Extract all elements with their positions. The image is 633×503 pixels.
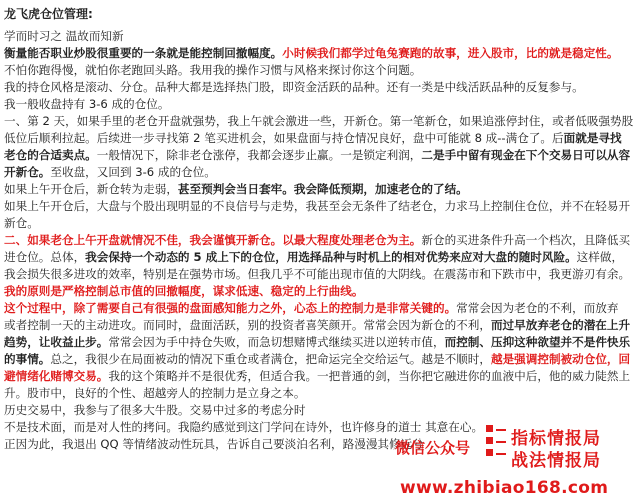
text-segment: 的事情。 <box>4 352 51 366</box>
text-segment: 开新仓。 <box>4 165 51 179</box>
document-line <box>4 96 604 113</box>
text-segment: 我的原则是严格控制总市值的回撤幅度，谋求低速、稳定的上行曲线。 <box>4 284 364 298</box>
text-segment: 避情绪化赌博交易。 <box>4 369 109 383</box>
text-segment: 我会保持一个动态的 5 成上下的仓位，用选择品种与时机上的相对优势来应对大盘的随时风险。 <box>85 250 577 264</box>
document-line <box>4 266 631 283</box>
text-segment: 我的持仓风格是滚动、分仓。品种大都是选择热门股，即资金活跃的品种。还有一类是中线活跃品种的反复参与。 <box>4 80 584 94</box>
text-segment: 而控制、压抑这种欲望并不是件快乐 <box>444 335 631 349</box>
watermark-brand-line2: 战法情报局 <box>511 451 601 471</box>
document-line <box>4 368 631 385</box>
text-segment: 我一般收盘持有 3-6 成的仓位。 <box>4 97 170 111</box>
document-title <box>4 6 604 23</box>
text-segment: 这个过程中，除了需要自己有很强的盘面感知能力之外，心态上的控制力是非常关键的。 <box>4 301 457 315</box>
document-line <box>4 45 619 62</box>
text-segment: 常常会因为老仓的不利，而放弃 <box>456 301 619 315</box>
text-segment: 新仓。 <box>4 216 39 230</box>
watermark-brand-line1: 指标情报局 <box>511 429 601 449</box>
text-segment: 面就是寻找 <box>563 131 622 145</box>
text-segment: 至收盘，又回到 3-6 成的仓位。 <box>50 165 216 179</box>
text-segment: 越是强调控制被动仓位，回 <box>490 352 631 366</box>
text-segment: 我的这个策略并不是很优秀，但适合我。一把普通的剑，当你把它融进你的血液中后，他的威力陡然上 <box>108 369 631 383</box>
text-segment: 学而时习之 温故而知新 <box>4 29 124 43</box>
text-segment: 正因为此，我退出 QQ 等情绪波动性玩具，告诉自己要淡泊名利，路漫漫其修远兮 <box>4 437 424 451</box>
text-segment: 新仓的买进条件升高一个档次，且降低买 <box>421 233 631 247</box>
watermark-url: www.zhibiao168.com <box>400 478 609 498</box>
document-line <box>4 113 633 130</box>
document-line <box>4 334 631 351</box>
text-segment: 如果上午开仓后，新仓转为走弱， <box>4 182 178 196</box>
text-segment: 一般情况下，除非老仓涨停，我都会逐步止赢。一是锁定利润， <box>96 148 422 162</box>
text-segment: 老仓的合适卖点。 <box>4 148 97 162</box>
document-line <box>4 181 604 198</box>
text-segment: 常常会因为手中持仓失败，而急切想赌博式继续买进以逆转市值， <box>108 335 445 349</box>
document-line <box>4 215 604 232</box>
watermark-wechat-label: 微信公众号 <box>395 439 471 457</box>
text-segment: 二是手中留有现金在下个交易日可以从容 <box>421 148 631 162</box>
document-line <box>4 164 604 181</box>
document-line <box>4 130 622 147</box>
text-segment: 升。股市中，良好的个性、超越旁人的控制力是立身之本。 <box>4 386 306 400</box>
document-body <box>4 6 633 453</box>
text-segment: 如果上午开仓后，大盘与个股出现明显的不良信号与走势，我甚至会无条件了结老仓，力求马上控制住仓位，并不在轻易开 <box>4 199 631 213</box>
document-line <box>4 249 624 266</box>
text-segment: 而过早放弃老仓的潜在上升 <box>490 318 631 332</box>
document-line <box>4 232 631 249</box>
text-segment: 低位后顺利拉起。后续进一步寻找第 2 笔买进机会，如果盘面与持仓情况良好，盘中可能就 8 成--满仓了。后 <box>4 131 564 145</box>
text-segment: 历史交易中，我参与了很多大牛股。交易中过多的考虑分时 <box>4 403 306 417</box>
text-segment: 进仓位。总体， <box>4 250 86 264</box>
text-segment: 小时候我们都学过龟兔赛跑的故事，进入股市，比的就是稳定性。 <box>282 46 619 60</box>
watermark-brand <box>481 429 601 471</box>
text-segment: 二、如果老仓上午开盘就情况不佳，我会谨慎开新仓。以最大程度处理老仓为主。 <box>4 233 422 247</box>
document-line <box>4 28 604 45</box>
document-line <box>4 198 631 215</box>
text-segment: 或者控制一天的主动进攻。而同时，盘面活跃，别的投资者喜笑颜开。常常会因为新仓的不利， <box>4 318 491 332</box>
text-segment: 不怕你跑得慢，就怕你老跑回头路。我用我的操作习惯与风格来探讨你这个问题。 <box>4 63 422 77</box>
document-line <box>4 402 604 419</box>
text-segment: 不是技术面，而是对人性的拷问。我隐约感觉到这门学问在诗外，也许修身的道士 其意在心。 <box>4 420 484 434</box>
document-line <box>4 385 604 402</box>
document-line <box>4 351 631 368</box>
text-segment: 总之，我很少在局面被动的情况下重仓或者满仓，把命运完全交给运气。越是不顺时， <box>50 352 491 366</box>
document-line <box>4 62 604 79</box>
text-segment: 一、第 2 天，如果手里的老仓开盘就强势，我上午就会激进一些，开新仓。第一笔新仓，如果追涨停封住，或者低吸强势股 <box>4 114 633 128</box>
text-segment: 甚至预判会当日套牢。我会降低预期，加速老仓的了结。 <box>177 182 468 196</box>
text-segment: 龙飞虎仓位管理: <box>4 7 93 21</box>
document-line <box>4 147 631 164</box>
text-segment: 这样做， <box>576 250 624 264</box>
text-segment: 趋势，让收益止步。 <box>4 335 109 349</box>
document-line <box>4 79 604 96</box>
document-line <box>4 283 604 300</box>
text-segment: 衡量能否职业炒股很重要的一条就是能控制回撤幅度。 <box>4 46 283 60</box>
document-line <box>4 317 631 334</box>
document-line <box>4 300 619 317</box>
text-segment: 我会损失很多进攻的效率，特别是在强势市场。但我几乎不可能出现市值的大阴线。在震荡市和下跌市中，我更游刃有余。 <box>4 267 631 281</box>
